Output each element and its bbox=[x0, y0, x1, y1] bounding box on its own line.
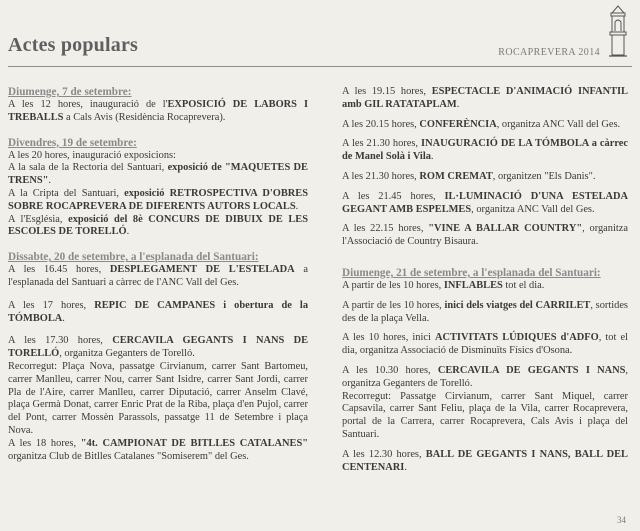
event-item: A les 17.30 hores, CERCAVILA GEGANTS I NANS DE TORELLÓ, organitza Geganters de Torelló. bbox=[8, 335, 308, 360]
title-divider bbox=[8, 66, 632, 67]
left-column bbox=[8, 86, 308, 463]
event-item: A les 21.45 hores, IL·LUMINACIÓ D'UNA ESTELADA GEGANT AMB ESPELMES, organitza ANC Vall del Ges. bbox=[342, 190, 628, 215]
event-item: A la sala de la Rectoria del Santuari, exposició de "MAQUETES DE TRENS". bbox=[8, 162, 308, 187]
bell-tower-logo bbox=[606, 4, 630, 60]
page-number: 34 bbox=[617, 515, 626, 525]
publication-name: ROCAPREVERA 2014 bbox=[498, 47, 600, 58]
event-item: A les 16.45 hores, DESPLEGAMENT DE L'ESTELADA a l'esplanada del Santuari a càrrec de l'ANC Vall del Ges. bbox=[8, 264, 308, 288]
event-item: A partir de les 10 hores, inici dels viatges del CARRILET, sortides des de la plaça Vella. bbox=[342, 299, 628, 324]
event-item: A les 10.30 hores, CERCAVILA DE GEGANTS I NANS, organitza Geganters de Torelló. bbox=[342, 364, 628, 389]
event-item: A les 18 hores, "4t. CAMPIONAT DE BITLLES CATALANES" organitza Club de Bitlles Catalanes "Somiserem" del Ges. bbox=[8, 437, 309, 462]
event-item: A l'Església, exposició del 8è CONCURS DE DIBUIX DE LES ESCOLES DE TORELLÓ. bbox=[8, 213, 309, 238]
route-description: Recorregut: Plaça Nova, passatge Cirvianum, carrer Sant Bartomeu, carrer Manlleu, carrer Nou, carrer Sant Isidre, carrer Sant Jordi, carrer Pla de l'Aire, carrer Manlleu, carrer Diputació, carrer Anselm Clavé, plaça Germà Donat, carrer Enric Prat de la Riba, plaça d'en Pujol, carrer del Pont, carrer Mossèn Parassols, passatge 11 de Setembre i plaça Nova. bbox=[8, 360, 308, 436]
event-item: A les 12.30 hores, BALL DE GEGANTS I NANS, BALL DEL CENTENARI. bbox=[342, 448, 628, 473]
event-item: A les 20.15 hores, CONFERÈNCIA, organitza ANC Vall del Ges. bbox=[342, 118, 621, 130]
event-item: A la Cripta del Santuari, exposició RETROSPECTIVA D'OBRES SOBRE ROCAPREVERA DE DIFERENTS AUTORS LOCALS. bbox=[8, 187, 309, 212]
event-item: A les 21.30 hores, INAUGURACIÓ DE LA TÓMBOLA a càrrec de Manel Solà i Vila. bbox=[342, 138, 628, 163]
event-item: A les 10 hores, inici ACTIVITATS LÚDIQUES d'ADFO, tot el dia, organitza Associació de Disminuïts Físics d'Osona. bbox=[342, 332, 628, 357]
event-item: A les 21.30 hores, ROM CREMAT, organitzen "Els Danis". bbox=[342, 170, 596, 182]
page-title: Actes populars bbox=[8, 34, 139, 56]
event-item: A les 17 hores, REPIC DE CAMPANES i obertura de la TÓMBOLA. bbox=[8, 299, 309, 324]
right-column bbox=[342, 86, 628, 474]
event-item: A les 20 hores, inauguració exposicions: bbox=[8, 149, 176, 161]
day-heading-friday-19: Divendres, 19 de setembre: bbox=[8, 136, 137, 149]
event-item: A les 19.15 hores, ESPECTACLE D'ANIMACIÓ INFANTIL amb GIL RATATAPLAM. bbox=[342, 86, 628, 110]
event-item: A les 12 hores, inauguració de l'EXPOSICIÓ DE LABORS I TREBALLS a Cals Avis (Residència Rocaprevera). bbox=[8, 99, 308, 123]
route-description: Recorregut: Passatge Cirvianum, carrer Sant Miquel, carrer Capsavila, carrer Sant Feliu, plaça de la Vila, carrer Rocaprevera, portal de la Carrera, carrer Rocaprevera, Cals Avis i plaça del Santuari. bbox=[342, 390, 628, 440]
day-heading-saturday-20: Dissabte, 20 de setembre, a l'esplanada del Santuari: bbox=[8, 251, 259, 264]
event-item: A les 22.15 hores, "VINE A BALLAR COUNTRY", organitza l'Associació de Country Bisaura. bbox=[342, 223, 628, 248]
day-heading-sunday-7: Diumenge, 7 de setembre: bbox=[8, 86, 132, 98]
event-item: A partir de les 10 hores, INFLABLES tot el dia. bbox=[342, 279, 545, 291]
day-heading-sunday-21: Diumenge, 21 de setembre, a l'esplanada del Santuari: bbox=[342, 266, 601, 279]
